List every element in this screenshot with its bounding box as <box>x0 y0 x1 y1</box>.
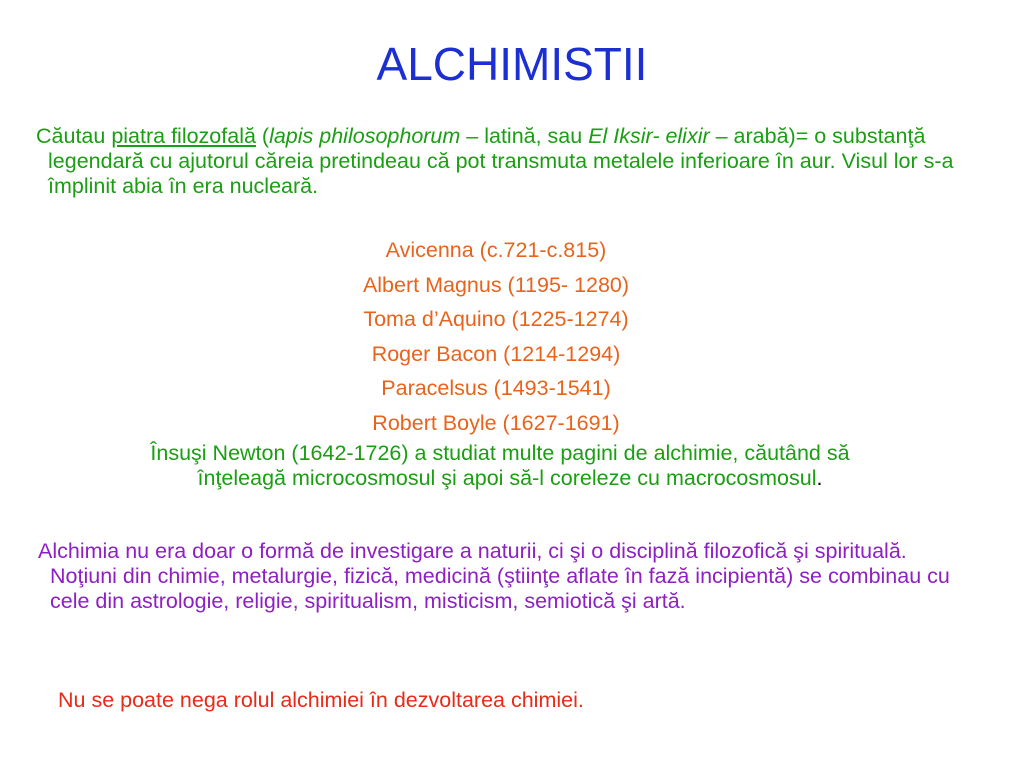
intro-text-2: ( <box>255 124 270 148</box>
alchemist-item: Avicenna (c.721-c.815) <box>385 238 607 262</box>
newton-paragraph <box>30 441 970 491</box>
intro-text-3: – latină, sau <box>460 124 589 148</box>
newton-line-1: Însuşi Newton (1642-1726) a studiat multe pagini de alchimie, căutând să <box>150 441 850 465</box>
alchemists-list <box>0 236 992 443</box>
arabic-term: El Iksir- elixir <box>588 124 710 148</box>
alchemist-item: Toma d’Aquino (1225-1274) <box>363 307 629 331</box>
alchemist-item: Albert Magnus (1195- 1280) <box>362 272 630 297</box>
newton-line-2: înţeleagă microcosmosul şi apoi să-l coreleze cu macrocosmosul <box>197 466 817 490</box>
alchemist-item: Paracelsus (1493-1541) <box>381 376 611 400</box>
conclusion-paragraph: Nu se poate nega rolul alchimiei în dezvoltarea chimiei. <box>58 688 584 712</box>
intro-text-4: – arabă)= o substanţă legendară cu ajutorul căreia pretindeau că pot transmuta metalele inferioare în aur. Visul lor s-a împlinit abia în era nucleară. <box>48 124 954 198</box>
philosophers-stone-link[interactable]: piatra filozofală <box>111 124 256 148</box>
slide-title: ALCHIMISTII <box>376 38 648 90</box>
alchemist-item: Roger Bacon (1214-1294) <box>371 341 621 366</box>
latin-term: lapis philosophorum <box>269 124 461 148</box>
philosophy-paragraph: Alchimia nu era doar o formă de investigare a naturii, ci şi o disciplină filozofică şi spirituală. Noţiuni din chimie, metalurgie, fizică, medicină (ştiinţe aflate în fază incipientă) se combinau cu cele din astrologie, religie, spiritualism, misticism, semiotică şi artă. <box>38 539 950 613</box>
intro-text-1: Căutau <box>36 124 112 148</box>
alchemist-item: Robert Boyle (1627-1691) <box>372 410 620 435</box>
intro-paragraph <box>36 124 988 199</box>
newton-line-2-wrap <box>30 466 970 491</box>
newton-period: . <box>816 466 823 490</box>
